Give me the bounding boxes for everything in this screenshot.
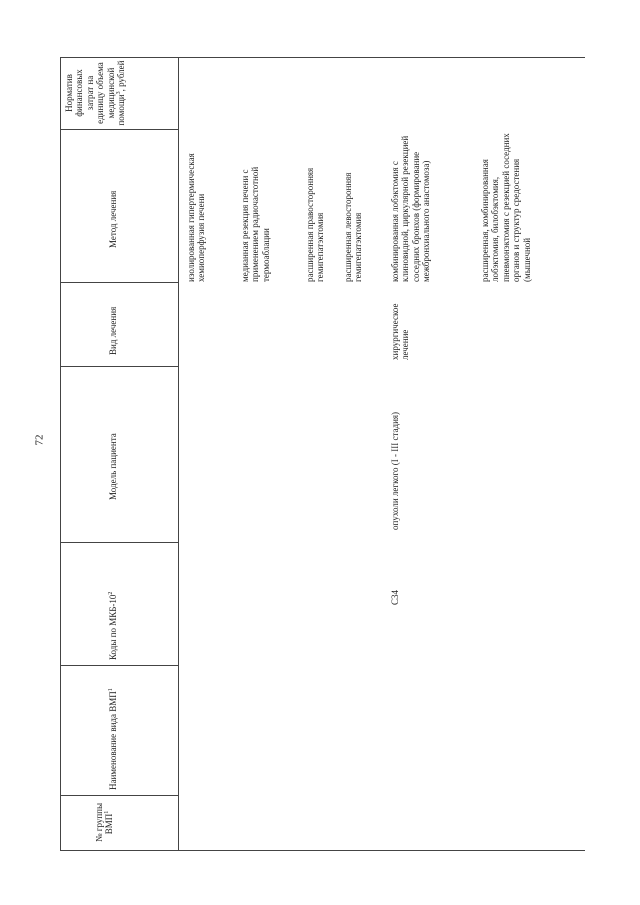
method-median-liver-resection: медианная резекция печени с применением радиочастотной термоаблации <box>240 166 271 282</box>
header-patient-model: Модель пациента <box>108 433 118 500</box>
header-vmp-name: Наименование вида ВМП$^1$ <box>108 688 118 790</box>
col-divider-2 <box>60 282 178 283</box>
table-bottom-edge <box>60 850 585 851</box>
method-right-hemihepatectomy: расширенная правосторонняя гемигепатэктомия <box>305 167 326 282</box>
method-combined-lobectomy: комбинированная лобэктомия с клиновидной, циркулярной резекцией соседних бронхов (формирование межбронхиального анастомоза) <box>390 135 432 282</box>
col-divider-1 <box>60 129 178 130</box>
method-left-hemihepatectomy: расширенная левосторонняя гемигепатэктомия <box>343 172 364 282</box>
header-divider <box>178 57 179 850</box>
header-group-no: № группы ВМП$^1$ <box>94 802 115 843</box>
col-divider-6 <box>60 795 178 796</box>
patient-model-lung-tumor: опухоли легкого (I - III стадия) <box>390 411 400 530</box>
header-treatment-type: Вид лечения <box>108 306 118 355</box>
method-isolated-chemoperfusion: изолированная гипертермическая хемиоперфузия печени <box>186 153 207 282</box>
header-treatment-method: Метод лечения <box>108 190 118 248</box>
table-top-edge <box>60 57 585 58</box>
table-left-edge <box>60 57 61 850</box>
col-divider-5 <box>60 665 178 666</box>
method-extended-lobectomy: расширенная, комбинированная лобэктомия, билобэктомия, пневмонэктомия с резекцией соседних органов и структур средостения (мышечной <box>480 133 532 282</box>
col-divider-4 <box>60 542 178 543</box>
header-cost-norm: Норматив финансовых затрат на единицу объема медицинской помощи$^3$, рублей <box>64 60 127 126</box>
treatment-type-surgical: хирургическое лечение <box>390 303 411 360</box>
header-icd-codes: Коды по МКБ-$10^2$ <box>108 591 118 660</box>
page-number: 72 <box>33 434 46 446</box>
col-divider-3 <box>60 366 178 367</box>
icd-code-c34: С34 <box>390 589 400 605</box>
